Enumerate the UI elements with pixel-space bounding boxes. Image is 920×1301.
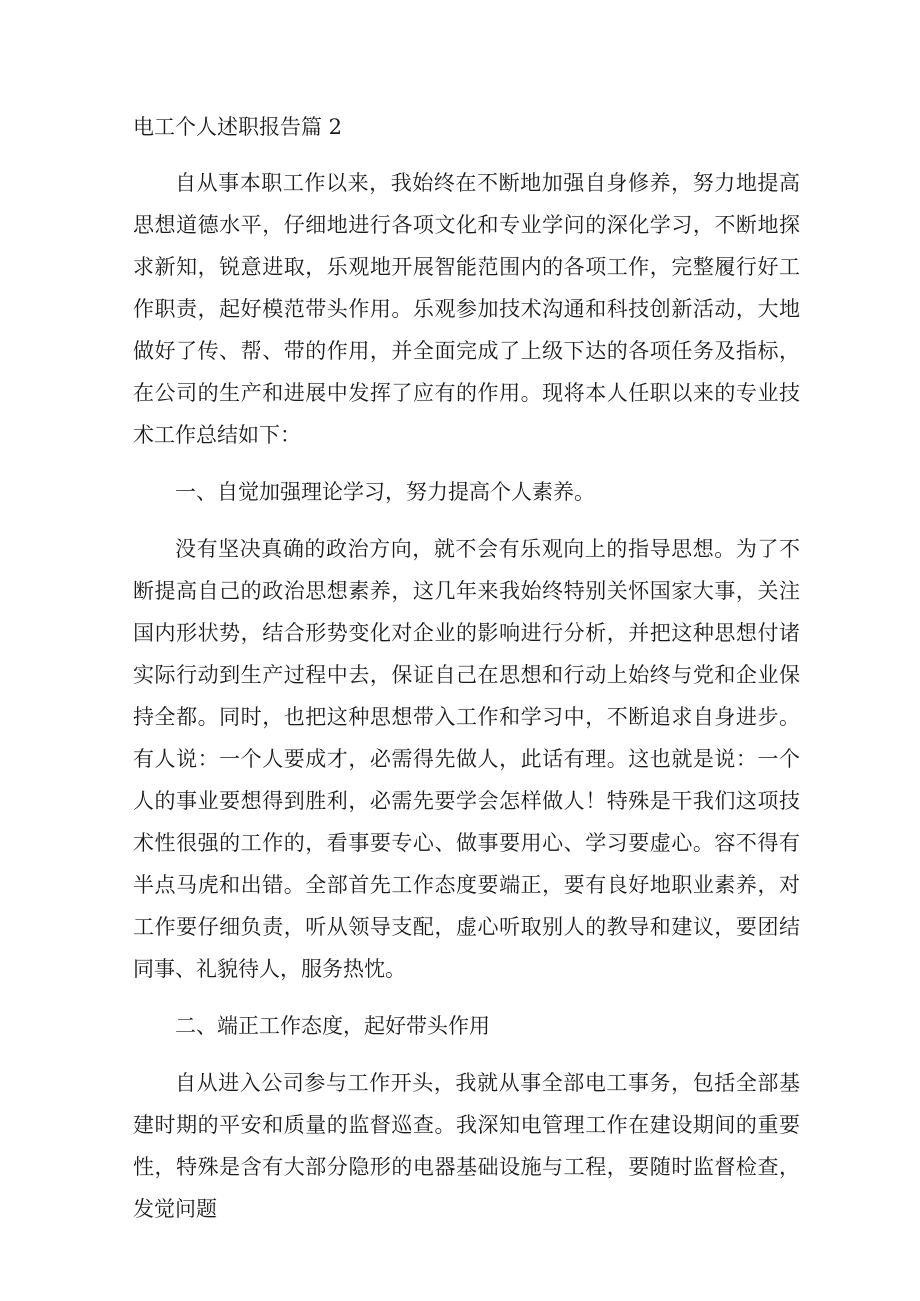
paragraph-intro: 自从事本职工作以来，我始终在不断地加强自身修养，努力地提高思想道德水平，仔细地进行各项文化和专业学问的深化学习，不断地探求新知，锐意进取，乐观地开展智能范围内的各项工作，完整履行好工作职责，起好模范带头作用。乐观参加技术沟通和科技创新活动，大地做好了传、帮、带的作用，并全面完成了上级下达的各项任务及指标，在公司的生产和进展中发挥了应有的作用。现将本人任职以来的专业技术工作总结如下： — [133, 171, 800, 447]
paragraph-section-2: 自从进入公司参与工作开头，我就从事全部电工事务，包括全部基建时期的平安和质量的监督巡查。我深知电管理工作在建设期间的重要性，特殊是含有大部分隐形的电器基础设施与工程，要随时监督检查，发觉问题 — [133, 1071, 800, 1221]
paragraph-section-1: 没有坚决真确的政治方向，就不会有乐观向上的指导思想。为了不断提高自己的政治思想素养，这几年来我始终特别关怀国家大事，关注国内形状势，结合形势变化对企业的影响进行分析，并把这种思想付诸实际行动到生产过程中去，保证自己在思想和行动上始终与党和企业保持全都。同时，也把这种思想带入工作和学习中，不断追求自身进步。有人说：一个人要成才，必需得先做人，此话有理。这也就是说：一个人的事业要想得到胜利，必需先要学会怎样做人！特殊是干我们这项技术性很强的工作的，看事要专心、做事要用心、学习要虚心。容不得有半点马虎和出错。全部首先工作态度要端正，要有良好地职业素养，对工作要仔细负责，听从领导支配，虚心听取别人的教导和建议，要团结同事、礼貌待人，服务热忱。 — [133, 537, 800, 981]
document-title: 电工个人述职报告篇 2 — [133, 115, 343, 139]
section-heading-2: 二、端正工作态度，起好带头作用 — [175, 1014, 490, 1038]
document-body — [133, 162, 800, 1245]
section-heading-1: 一、自觉加强理论学习，努力提高个人素养。 — [175, 480, 595, 504]
